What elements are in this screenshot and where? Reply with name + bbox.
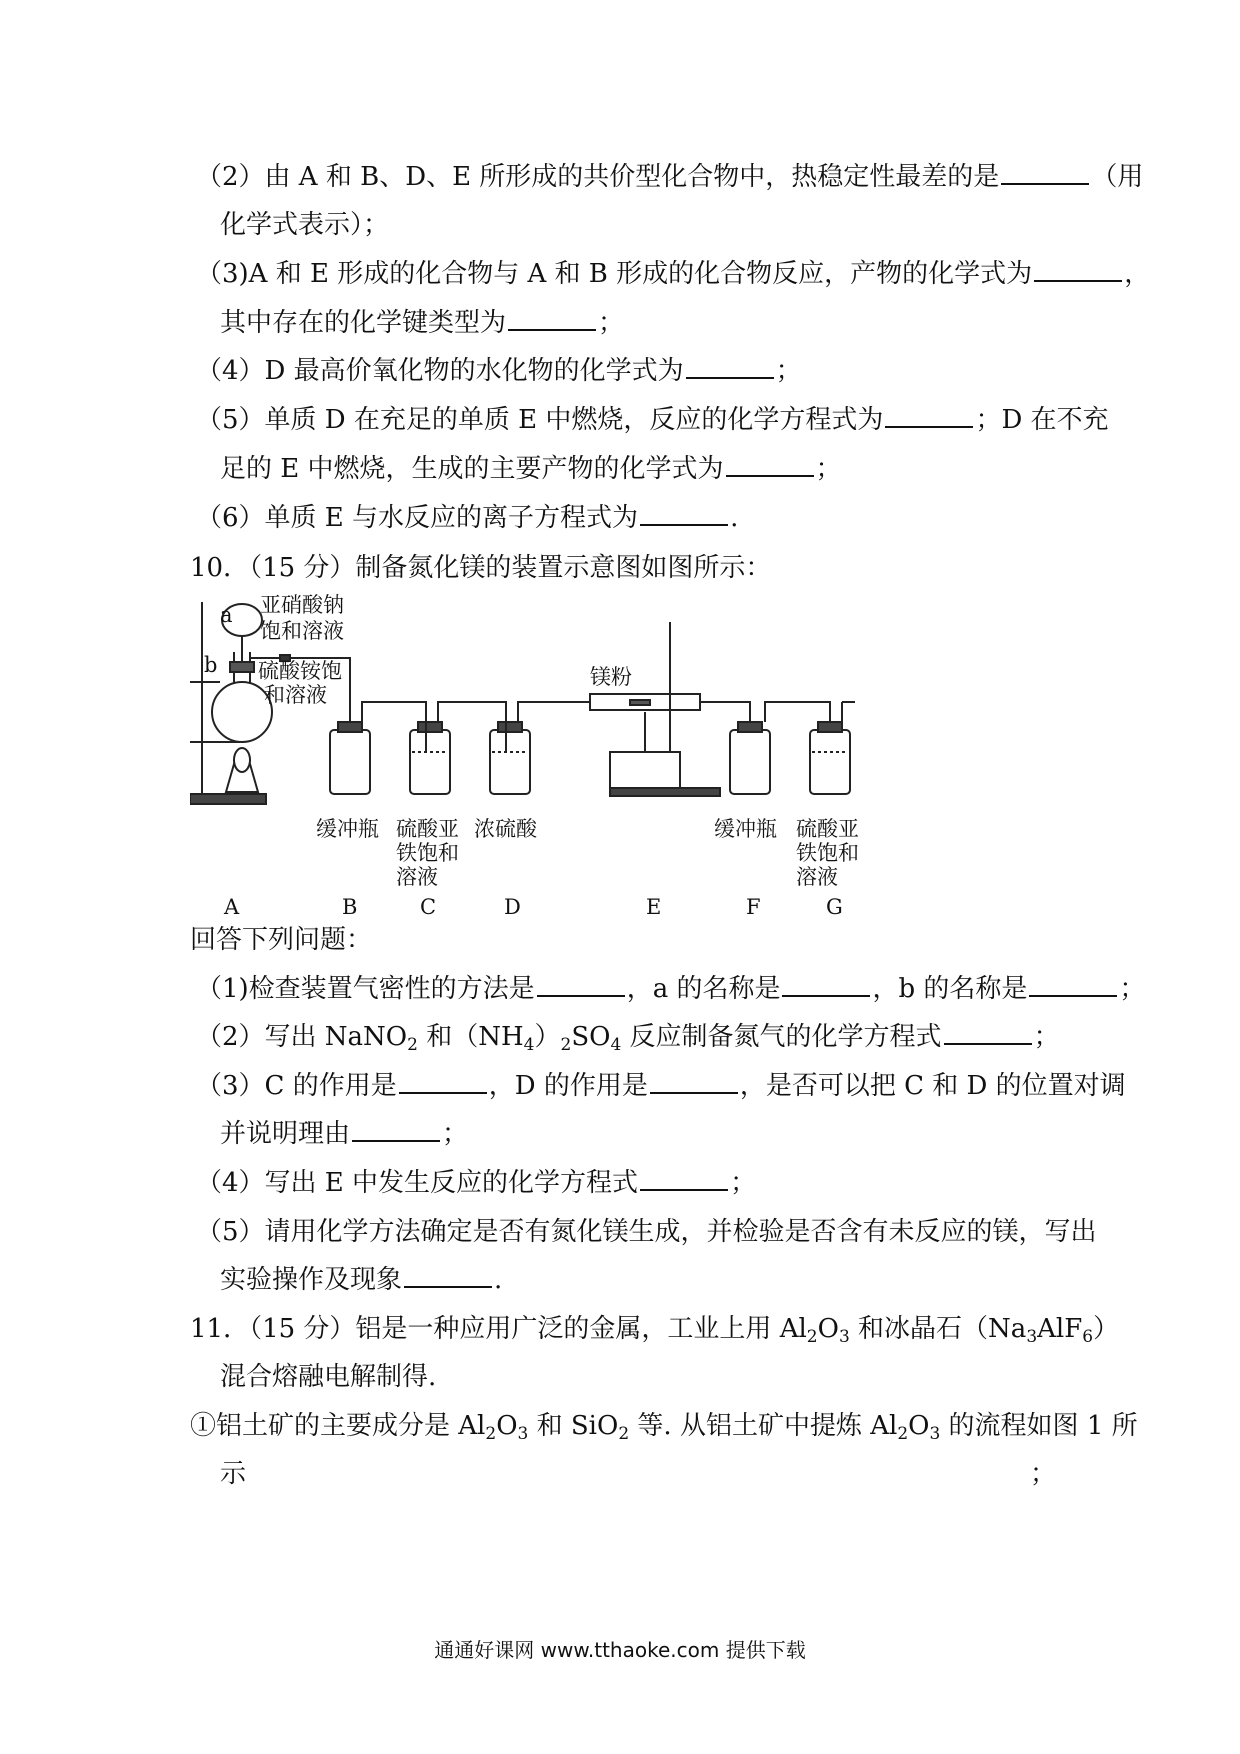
q11-line2: 混合熔融电解制得. bbox=[220, 1362, 437, 1392]
label-a-letter: a bbox=[220, 603, 233, 627]
label-b-name: 缓冲瓶 bbox=[316, 817, 379, 841]
q9-item-5-line1: （5）单质 D 在充足的单质 E 中燃烧，反应的化学方程式为 ；D 在不充 bbox=[196, 405, 1109, 435]
answer-blank[interactable] bbox=[352, 1118, 440, 1142]
answer-blank[interactable] bbox=[726, 453, 814, 477]
answer-blank[interactable] bbox=[399, 1070, 487, 1094]
answer-blank[interactable] bbox=[1001, 161, 1089, 185]
label-g-name1: 硫酸亚 bbox=[796, 817, 859, 841]
label-c-name1: 硫酸亚 bbox=[396, 817, 459, 841]
bottle-f bbox=[730, 730, 770, 794]
bottle-g bbox=[810, 730, 850, 794]
q10-item-2: （2）写出 NaNO$_2$ 和$(NH_4)_2SO_4$ 反应制备氮气的化学方程式 ； bbox=[196, 1022, 1060, 1055]
answer-blank[interactable] bbox=[404, 1264, 492, 1288]
q10-item-3-line2: 并说明理由 ； bbox=[220, 1119, 469, 1149]
bottle-c bbox=[410, 730, 450, 794]
q10-item-5-line2: 实验操作及现象 . bbox=[220, 1265, 503, 1295]
answer-blank[interactable] bbox=[650, 1070, 738, 1094]
answer-blank[interactable] bbox=[1034, 258, 1122, 282]
letter-c: C bbox=[420, 895, 437, 919]
q10-item-1: （1)检查装置气密性的方法是 ，a 的名称是 ，b 的名称是 ； bbox=[196, 974, 1146, 1004]
label-a-text1: 亚硝酸钠 bbox=[260, 593, 344, 617]
label-b-letter: b bbox=[204, 653, 218, 677]
q10-item-3-line1: （3）C 的作用是 ，D 的作用是 ，是否可以把 C 和 D 的位置对调 bbox=[196, 1071, 1126, 1101]
q11-line1: 11．（15 分）铝是一种应用广泛的金属，工业上用 $Al_2O_3$ 和冰晶石$(Na_3AlF_6)$ bbox=[190, 1314, 1120, 1347]
answer-blank[interactable] bbox=[782, 973, 870, 997]
answer-blank[interactable] bbox=[944, 1021, 1032, 1045]
q9-item-4: （4）D 最高价氧化物的水化物的化学式为 ； bbox=[196, 356, 802, 386]
q11-item-1-line1: ①铝土矿的主要成分是 $Al_2O_3$ 和 SiO$_2$ 等. 从铝土矿中提炼 $Al_2O_3$ 的流程如图 1 所 bbox=[190, 1411, 1138, 1444]
answer-blank[interactable] bbox=[640, 1167, 728, 1191]
letter-d: D bbox=[504, 895, 521, 919]
answer-blank[interactable] bbox=[1029, 973, 1117, 997]
q10-title: 10．（15 分）制备氮化镁的装置示意图如图所示： bbox=[190, 553, 772, 583]
label-c-name3: 溶液 bbox=[396, 865, 438, 889]
q9-item-3-line2: 其中存在的化学键类型为 ； bbox=[220, 308, 625, 338]
answer-blank[interactable] bbox=[885, 404, 973, 428]
letter-f: F bbox=[746, 895, 761, 919]
label-b-text2: 和溶液 bbox=[264, 683, 327, 707]
q10-item-5-line1: （5）请用化学方法确定是否有氮化镁生成，并检验是否含有未反应的镁，写出 bbox=[196, 1217, 1097, 1247]
letter-g: G bbox=[826, 895, 843, 919]
q9-item-6: （6）单质 E 与水反应的离子方程式为 . bbox=[196, 503, 739, 533]
label-d-name: 浓硫酸 bbox=[474, 817, 537, 841]
q11-item-1-line2: 示 bbox=[220, 1459, 247, 1489]
letter-b: B bbox=[342, 895, 358, 919]
answer-blank[interactable] bbox=[537, 973, 625, 997]
letter-a: A bbox=[224, 895, 240, 919]
label-b-text1: 硫酸铵饱 bbox=[258, 659, 342, 683]
answer-blank[interactable] bbox=[640, 502, 728, 526]
q9-item-2-line1: （2）由 A 和 B、D、E 所形成的共价型化合物中，热稳定性最差的是 （用 bbox=[196, 162, 1144, 192]
bottle-d bbox=[490, 730, 530, 794]
label-mg: 镁粉 bbox=[590, 665, 632, 689]
bottle-b bbox=[330, 730, 370, 794]
q9-item-2-line2: 化学式表示）； bbox=[220, 210, 390, 240]
letter-e: E bbox=[646, 895, 662, 919]
flask-b bbox=[212, 682, 272, 742]
apparatus-figure bbox=[190, 592, 910, 922]
label-f-name: 缓冲瓶 bbox=[714, 817, 777, 841]
answer-blank[interactable] bbox=[508, 307, 596, 331]
page-footer: 通通好课网 www.tthaoke.com 提供下载 bbox=[434, 1638, 806, 1662]
q9-item-3-line1: （3)A 和 E 形成的化合物与 A 和 B 形成的化合物反应，产物的化学式为 ， bbox=[196, 259, 1151, 289]
q10-intro: 回答下列问题： bbox=[190, 925, 373, 955]
label-c-name2: 铁饱和 bbox=[396, 841, 459, 865]
label-g-name2: 铁饱和 bbox=[796, 841, 859, 865]
label-g-name3: 溶液 bbox=[796, 865, 838, 889]
answer-blank[interactable] bbox=[686, 355, 774, 379]
q9-item-5-line2: 足的 E 中燃烧，生成的主要产物的化学式为 ； bbox=[220, 454, 842, 484]
q11-item-1-end: ； bbox=[1030, 1459, 1057, 1489]
label-a-text2: 饱和溶液 bbox=[260, 619, 344, 643]
q10-item-4: （4）写出 E 中发生反应的化学方程式 ； bbox=[196, 1168, 757, 1198]
stand-base bbox=[190, 794, 266, 804]
heater-e bbox=[610, 752, 680, 788]
